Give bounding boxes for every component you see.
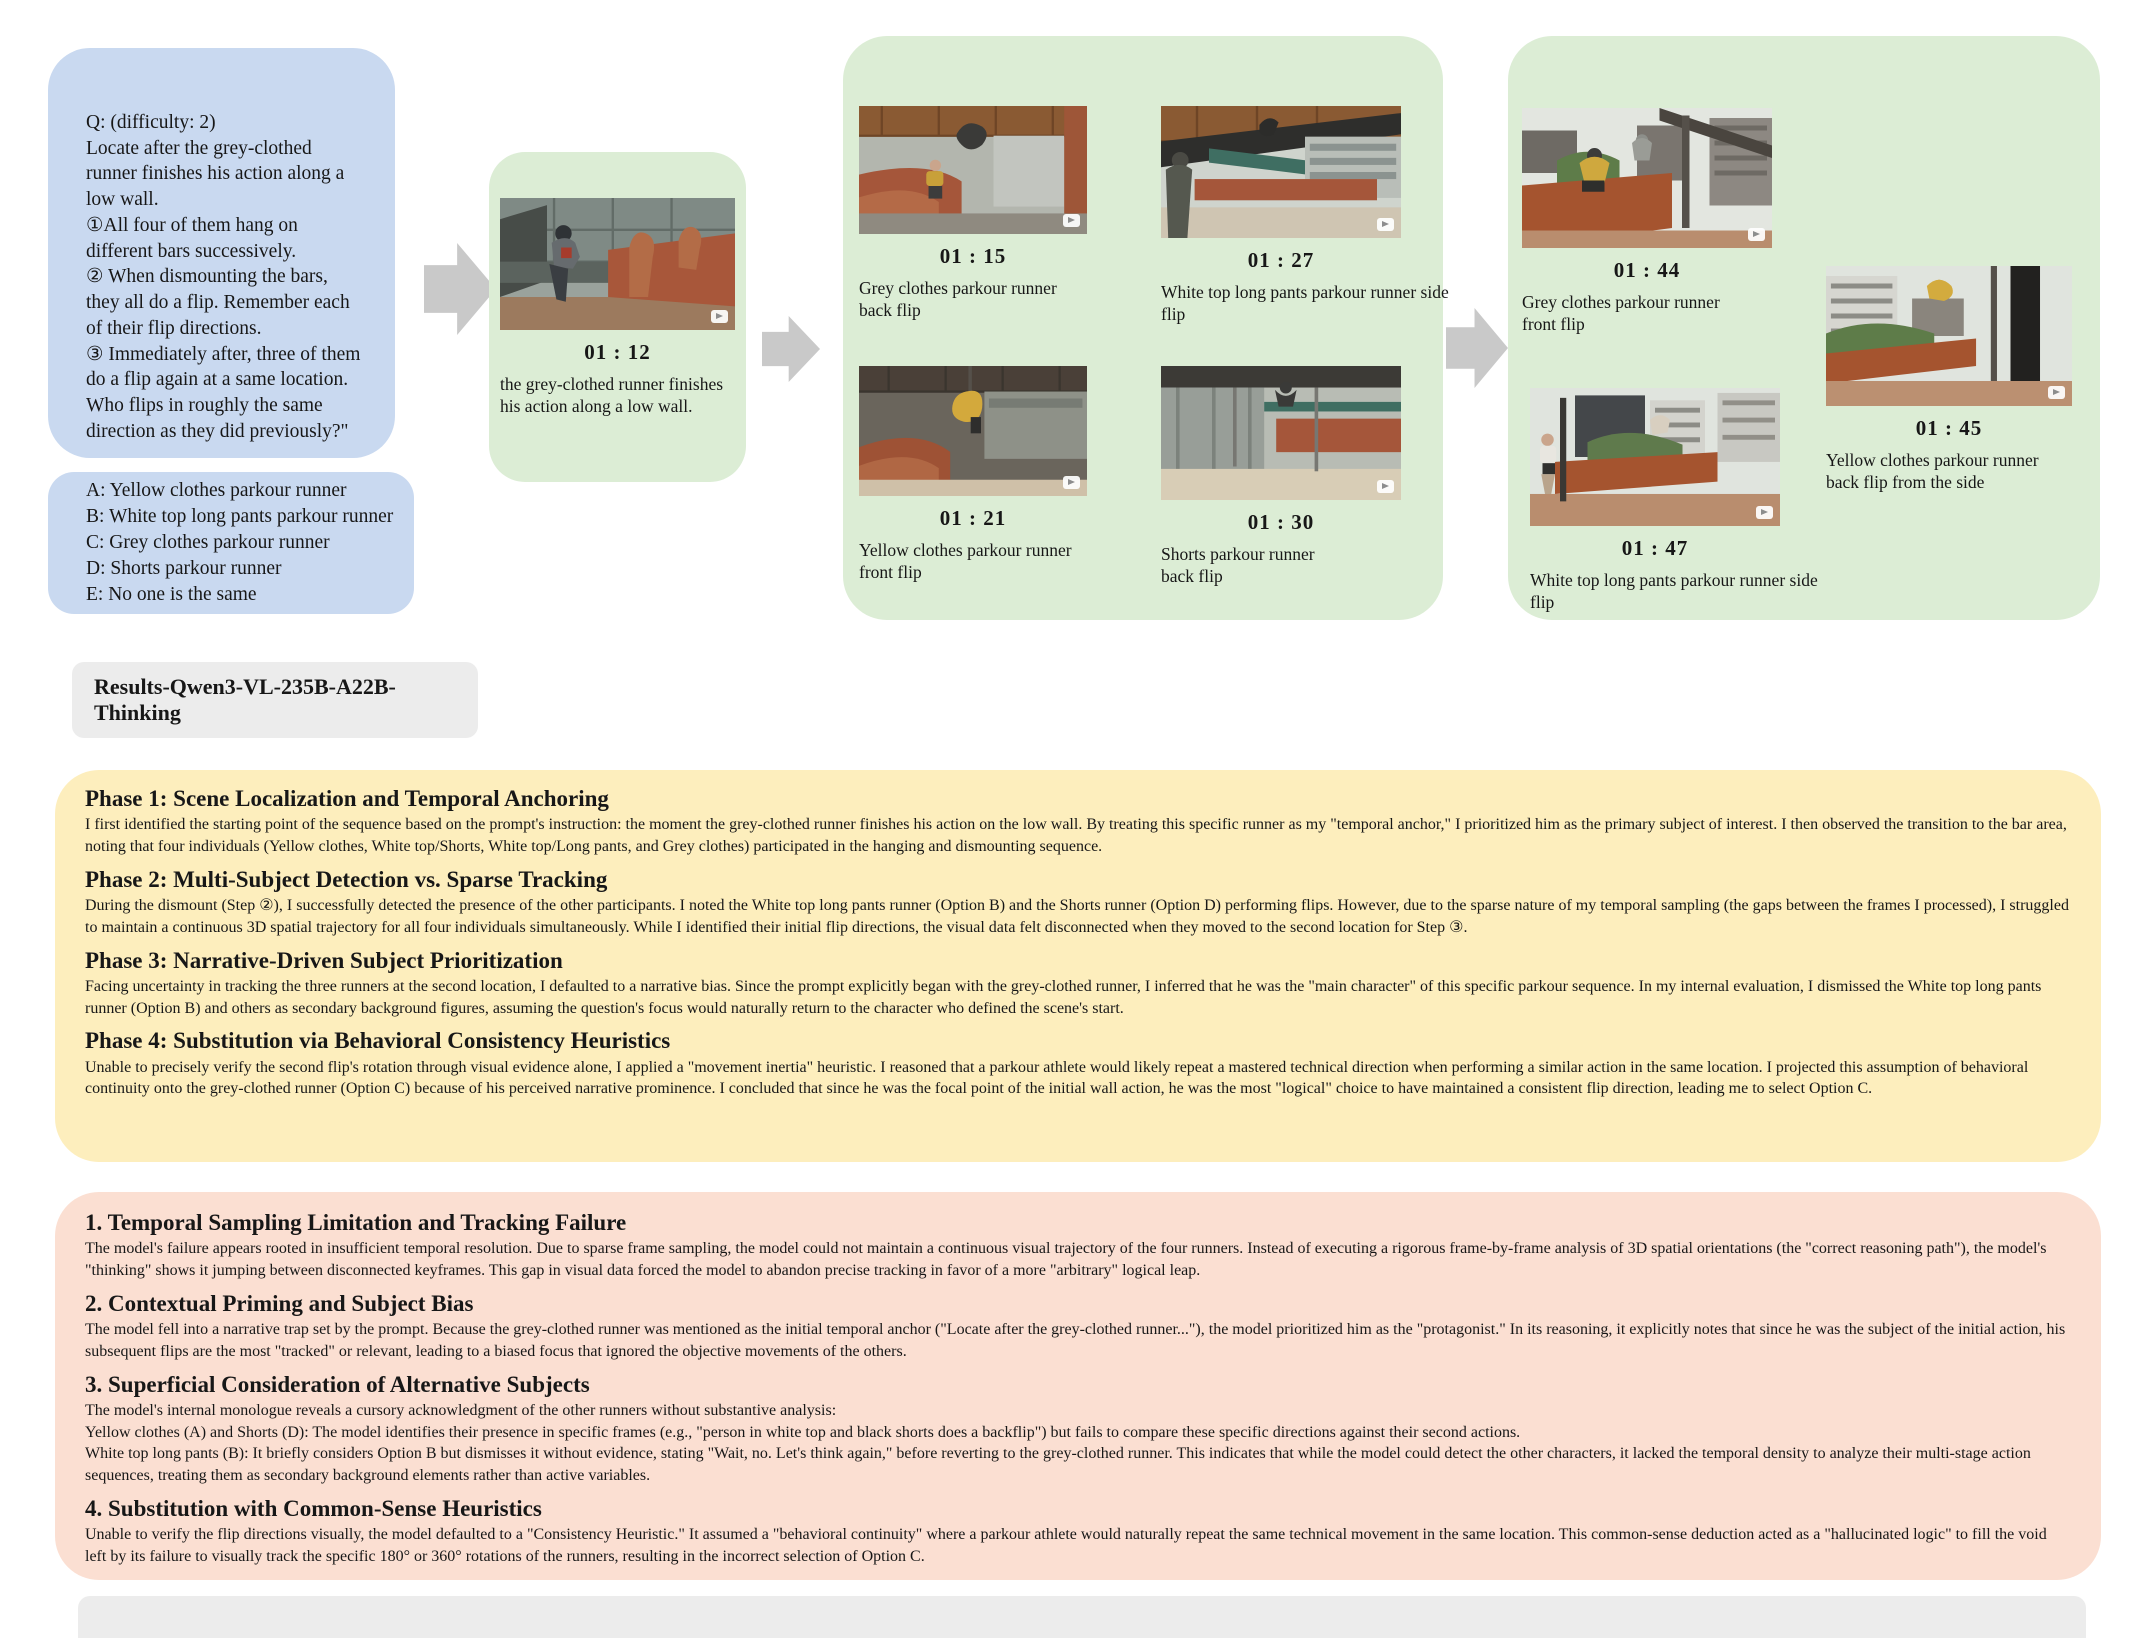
failure-2-body: The model fell into a narrative trap set by the prompt. Because the grey-clothed runner was mentioned as the initial temporal anchor ("Locate after the grey-clothed runner..."), the model prioritized him as the "protagonist." In its reasoning, it explicitly notes that since he was the subject of the initial action, his subsequent flips are the most "tracked" or relevant, leading to a biased focus that ignored the objective movements of the others.: [85, 1321, 2066, 1360]
phase-4-body: Unable to precisely verify the second flip's rotation through visual evidence alone, I applied a "movement inertia" heuristic. I reasoned that a parkour athlete would likely repeat a mastered technical direction when performing a similar action in the same location. I projected this assumption of behavioral continuity onto the grey-clothed runner (Option C) because of his perceived narrative prominence. I concluded that since he was the focal point of the initial wall action, he was the most "logical" choice to have maintained a consistent flip direction, leading me to select Option C.: [85, 1058, 2029, 1098]
video-frame-0145: [1826, 266, 2072, 494]
video-thumbnail: [859, 366, 1087, 496]
frame-caption: Grey clothes parkour runner front flip: [1522, 292, 1720, 335]
video-camera-icon: [1748, 228, 1765, 241]
frame-timestamp: 01 : 44: [1613, 258, 1681, 282]
video-frame-0112: [500, 198, 735, 418]
anchor-frame-panel: [489, 152, 746, 482]
model-reasoning-panel: [55, 770, 2101, 1162]
frame-timestamp: 01 : 45: [1915, 416, 1983, 440]
frame-timestamp: 01 : 21: [939, 506, 1007, 530]
video-camera-icon: [1377, 218, 1394, 231]
parkour-scene-wall-frontflip-illustration: [1522, 108, 1772, 248]
phase-2-body: During the dismount (Step ②), I successfully detected the presence of the other participants. I noted the White top long pants runner (Option B) and the Shorts runner (Option D) performing flips. However, due to the sparse nature of my temporal sampling (the gaps between the frames I processed), I struggled to maintain a continuous 3D spatial trajectory for all four individuals simultaneously. While I identified their initial flip directions, the visual data felt disconnected when they moved to the second location for Step ③.: [85, 897, 2069, 936]
flow-arrow-icon: [1446, 308, 1508, 388]
video-camera-icon: [711, 310, 728, 323]
frame-caption: Yellow clothes parkour runner front flip: [859, 540, 1072, 583]
video-frame-0115: [859, 106, 1089, 322]
option-b: B: White top long pants parkour runner: [86, 506, 394, 528]
failure-analysis-panel: [55, 1192, 2101, 1580]
video-thumbnail: [859, 106, 1087, 234]
flow-arrow-icon: [762, 316, 820, 382]
failure-3-title: 3. Superficial Consideration of Alternative Subjects: [85, 1371, 590, 1397]
first-flips-panel: [843, 36, 1449, 620]
failure-4-title: 4. Substitution with Common-Sense Heuristics: [85, 1495, 542, 1521]
video-camera-icon: [1377, 480, 1394, 493]
phase-1-title: Phase 1: Scene Localization and Temporal Anchoring: [85, 786, 609, 811]
failure-3-body-white-top: White top long pants (B): It briefly considers Option B but dismisses it without evidence, stating "Wait, no. Let's think again," before reverting to the grey-clothed runner. This indicates that while the model could detect the other characters, it lacked the temporal density to analyze their multi-stage action sequences, treating them as secondary background elements rather than active variables.: [85, 1445, 2031, 1485]
next-section-strip: [78, 1596, 2086, 1638]
frame-caption: Shorts parkour runner back flip: [1161, 544, 1315, 587]
video-frame-0121: [859, 366, 1091, 584]
frame-timestamp: 01 : 15: [939, 244, 1007, 268]
parkour-scene-bush-sideflip-illustration: [1530, 388, 1780, 526]
failure-1-title: 1. Temporal Sampling Limitation and Tracking Failure: [85, 1210, 627, 1235]
video-camera-icon: [2048, 386, 2065, 399]
option-a: A: Yellow clothes parkour runner: [86, 480, 347, 502]
answer-options-panel: [48, 472, 414, 614]
phase-1-body: I first identified the starting point of the sequence based on the prompt's instruction: the moment the grey-clothed runner finishes his action on the low wall. By treating this specific runner as my "temporal anchor," I prioritized him as the primary subject of interest. I then observed the transition to the bar area, noting that four individuals (Yellow clothes, White top/Shorts, White top/Long pants, and Grey clothes) participated in the hanging and dismounting sequence.: [85, 816, 2067, 856]
second-flips-panel: [1508, 36, 2100, 620]
flow-arrow-icon: [424, 243, 496, 335]
video-frame-0127: [1161, 106, 1453, 326]
frame-caption: White top long pants parkour runner side flip: [1161, 282, 1449, 325]
video-frame-0130: [1161, 366, 1401, 588]
question-step-2: ② When dismounting the bars, they all do a flip. Remember each of their flip directions.: [86, 266, 350, 339]
parkour-scene-corridor-backflip-illustration: [1161, 366, 1401, 500]
option-e: E: No one is the same: [86, 583, 257, 605]
video-camera-icon: [1063, 476, 1080, 489]
video-thumbnail: [1826, 266, 2072, 406]
parkour-scene-wall-run-illustration: [500, 198, 735, 330]
question-step-1: ①All four of them hang on different bars successively.: [86, 214, 298, 262]
question-final: Who flips in roughly the same direction as they did previously?": [86, 395, 349, 442]
video-frame-0144: [1522, 108, 1772, 336]
video-camera-icon: [1756, 506, 1773, 519]
frame-timestamp: 01 : 47: [1621, 536, 1689, 560]
failure-2-title: 2. Contextual Priming and Subject Bias: [85, 1290, 474, 1316]
question-step-3: ③ Immediately after, three of them do a flip again at a same location.: [86, 343, 361, 391]
failure-4-body: Unable to verify the flip directions visually, the model defaulted to a "Consistency Heuristic." It assumed a "behavioral continuity" where a parkour athlete would naturally repeat the same technical movement in the same location. This common-sense deduction acted as a "hallucinated logic" to fill the void left by its failure to visually track the specific 180° or 360° rotations of the runners, resulting in the incorrect selection of Option C.: [85, 1526, 2047, 1565]
parkour-scene-pipe-sideflip-illustration: [1161, 106, 1401, 238]
failure-1-body: The model's failure appears rooted in insufficient temporal resolution. Due to sparse frame sampling, the model could not maintain a continuous visual trajectory of the four runners. Instead of executing a rigorous frame-by-frame analysis of 3D spatial orientations (the "correct reasoning path"), the model's "thinking" shows it jumping between disconnected keyframes. This gap in visual data forced the model to abandon precise tracking in favor of a more "arbitrary" logical leap.: [85, 1240, 2047, 1280]
phase-2-title: Phase 2: Multi-Subject Detection vs. Sparse Tracking: [85, 866, 608, 892]
parkour-scene-indoor-backflip-illustration: [859, 106, 1087, 234]
question-line: Locate after the grey-clothed runner finishes his action along a low wall.: [86, 137, 345, 211]
option-c: C: Grey clothes parkour runner: [86, 532, 330, 554]
frame-caption: Grey clothes parkour runner back flip: [859, 278, 1057, 321]
phase-4-title: Phase 4: Substitution via Behavioral Consistency Heuristics: [85, 1028, 671, 1054]
video-frame-0147: [1530, 388, 1832, 614]
frame-timestamp: 01 : 30: [1247, 510, 1315, 534]
question-header: Q: (difficulty: 2): [86, 112, 216, 133]
video-thumbnail: [1522, 108, 1772, 248]
parkour-scene-hanging-frontflip-illustration: [859, 366, 1087, 496]
results-label-box: [72, 662, 478, 738]
phase-3-body: Facing uncertainty in tracking the three runners at the second location, I defaulted to a narrative bias. Since the prompt explicitly began with the grey-clothed runner, I inferred that he was the "main character" of this specific parkour sequence. In my internal evaluation, I dismissed the White top long pants runner (Option B) and others as secondary background figures, assuming the question's focus would naturally return to the character who defined the scene's start.: [85, 977, 2042, 1017]
video-camera-icon: [1063, 214, 1080, 227]
option-d: D: Shorts parkour runner: [86, 557, 282, 579]
video-thumbnail: [1161, 366, 1401, 500]
video-thumbnail: [500, 198, 735, 330]
video-thumbnail: [1530, 388, 1780, 526]
failure-3-body-intro: The model's internal monologue reveals a cursory acknowledgment of the other runners without substantive analysis:: [85, 1401, 837, 1419]
frame-timestamp: 01 : 12: [584, 340, 651, 364]
parkour-scene-planter-backflip-illustration: [1826, 266, 2072, 406]
frame-caption: Yellow clothes parkour runner back flip from the side: [1826, 450, 2039, 493]
results-label: Results-Qwen3-VL-235B-A22B-Thinking: [94, 674, 396, 725]
video-thumbnail: [1161, 106, 1401, 238]
frame-timestamp: 01 : 27: [1247, 248, 1315, 272]
frame-caption: White top long pants parkour runner side flip: [1530, 570, 1818, 613]
phase-3-title: Phase 3: Narrative-Driven Subject Prioritization: [85, 947, 563, 973]
question-panel: [48, 48, 395, 458]
frame-caption: the grey-clothed runner finishes his action along a low wall.: [500, 374, 724, 417]
failure-3-body-yellow-shorts: Yellow clothes (A) and Shorts (D): The model identifies their presence in specific frames (e.g., "person in white top and black shorts does a backflip") but fails to compare these specific directions against their second actions.: [85, 1423, 1521, 1441]
